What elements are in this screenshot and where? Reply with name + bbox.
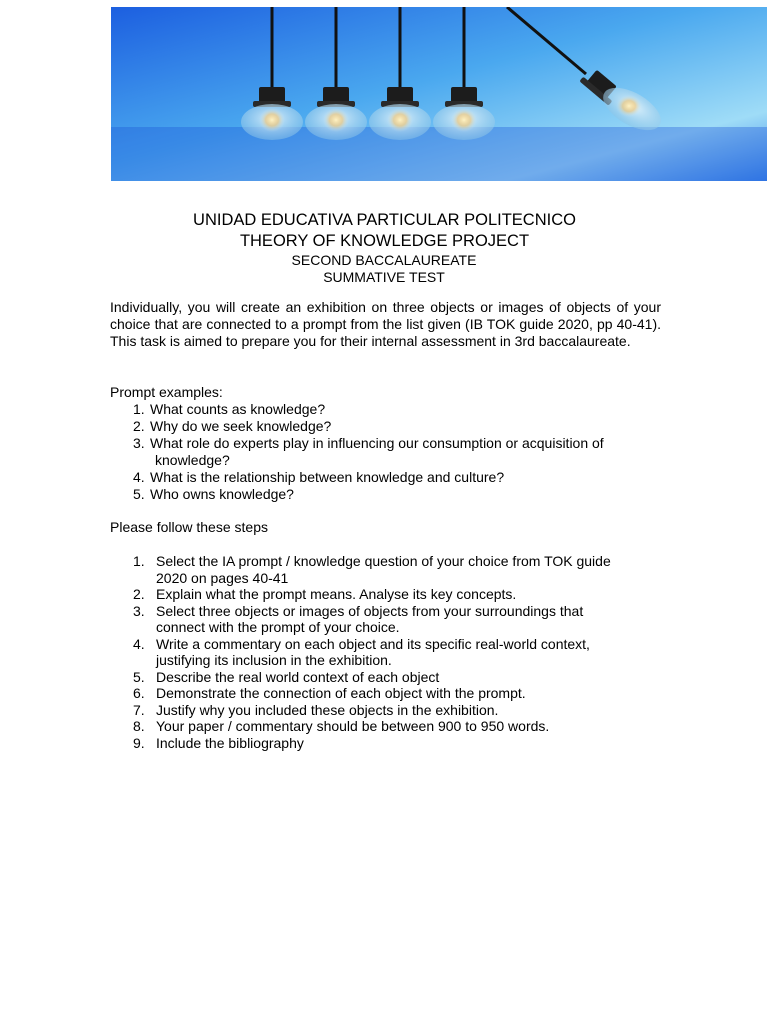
list-item-text — [156, 603, 653, 636]
list-item — [133, 469, 673, 486]
list-item-number: 5. — [133, 486, 145, 502]
list-item-number: 3. — [133, 602, 145, 619]
list-item — [133, 669, 653, 686]
list-item-text — [156, 636, 653, 669]
list-item — [133, 418, 673, 435]
list-item — [133, 603, 653, 636]
list-item-text — [150, 435, 673, 469]
list-item-text: Include the bibliography — [156, 734, 304, 751]
list-item-text: What is the relationship between knowledge and culture? — [150, 469, 505, 485]
list-item — [133, 586, 653, 603]
list-item-number: 4. — [133, 635, 145, 652]
hanging-light-bulbs-icon — [111, 7, 767, 181]
list-item-number: 9. — [133, 734, 145, 751]
list-item-number: 1. — [133, 553, 145, 569]
list-item-number: 7. — [133, 701, 145, 718]
list-item-text: Describe the real world context of each object — [156, 668, 440, 685]
list-item-text: Why do we seek knowledge? — [150, 418, 332, 434]
intro-paragraph: Individually, you will create an exhibition on three objects or images of objects of your choice that are connected to a prompt from the list given (IB TOK guide 2020, pp 40-41). This task is aimed to prepare you for their internal assessment in 3rd baccalaureate. — [110, 299, 661, 349]
list-item — [133, 553, 653, 586]
list-item-text-line: Write a commentary on each object and its specific real-world context, — [156, 635, 590, 652]
list-item — [133, 735, 653, 752]
list-item-text-line: Select the IA prompt / knowledge question of your choice from TOK guide — [156, 553, 611, 569]
list-item — [133, 636, 653, 669]
list-item — [133, 685, 653, 702]
list-item-number: 1. — [133, 401, 145, 417]
list-item-number: 2. — [133, 586, 145, 602]
document-header — [0, 210, 768, 286]
list-item-number: 5. — [133, 668, 145, 685]
list-item-text-continued: knowledge? — [155, 452, 230, 468]
list-item-text: What counts as knowledge? — [150, 401, 326, 417]
list-item-text-line: What role do experts play in influencing our consumption or acquisition of — [150, 435, 604, 451]
list-item — [133, 435, 673, 469]
list-item-text-continued: connect with the prompt of your choice. — [156, 619, 400, 635]
banner-image — [111, 7, 767, 181]
level-label: SECOND BACCALAUREATE — [291, 252, 477, 268]
test-type-label: SUMMATIVE TEST — [323, 269, 445, 285]
list-item-number: 4. — [133, 469, 145, 485]
list-item-text-continued: 2020 on pages 40-41 — [156, 569, 289, 586]
list-item — [133, 401, 673, 418]
project-title: THEORY OF KNOWLEDGE PROJECT — [239, 232, 530, 250]
list-item-number: 8. — [133, 718, 145, 734]
steps-heading: Please follow these steps — [110, 519, 268, 535]
list-item — [133, 702, 653, 719]
list-item-text: Demonstrate the connection of each object with the prompt. — [156, 685, 526, 701]
list-item-number: 3. — [133, 435, 145, 451]
school-name: UNIDAD EDUCATIVA PARTICULAR POLITECNICO — [193, 211, 576, 229]
list-item-number: 6. — [133, 685, 145, 701]
list-item-text: Explain what the prompt means. Analyse its key concepts. — [156, 586, 517, 602]
list-item-text: Who owns knowledge? — [150, 486, 294, 502]
prompts-heading: Prompt examples: — [110, 384, 223, 400]
list-item-text-line: Select three objects or images of objects from your surroundings that — [156, 602, 584, 619]
list-item-text: Your paper / commentary should be between 900 to 950 words. — [156, 718, 550, 734]
steps-list — [133, 553, 653, 751]
list-item-text: Justify why you included these objects in the exhibition. — [156, 701, 499, 718]
list-item — [133, 718, 653, 735]
list-item — [133, 486, 673, 503]
list-item-number: 2. — [133, 418, 145, 434]
prompt-list — [133, 401, 673, 503]
list-item-text-continued: justifying its inclusion in the exhibition. — [156, 652, 392, 668]
list-item-text — [156, 553, 653, 586]
